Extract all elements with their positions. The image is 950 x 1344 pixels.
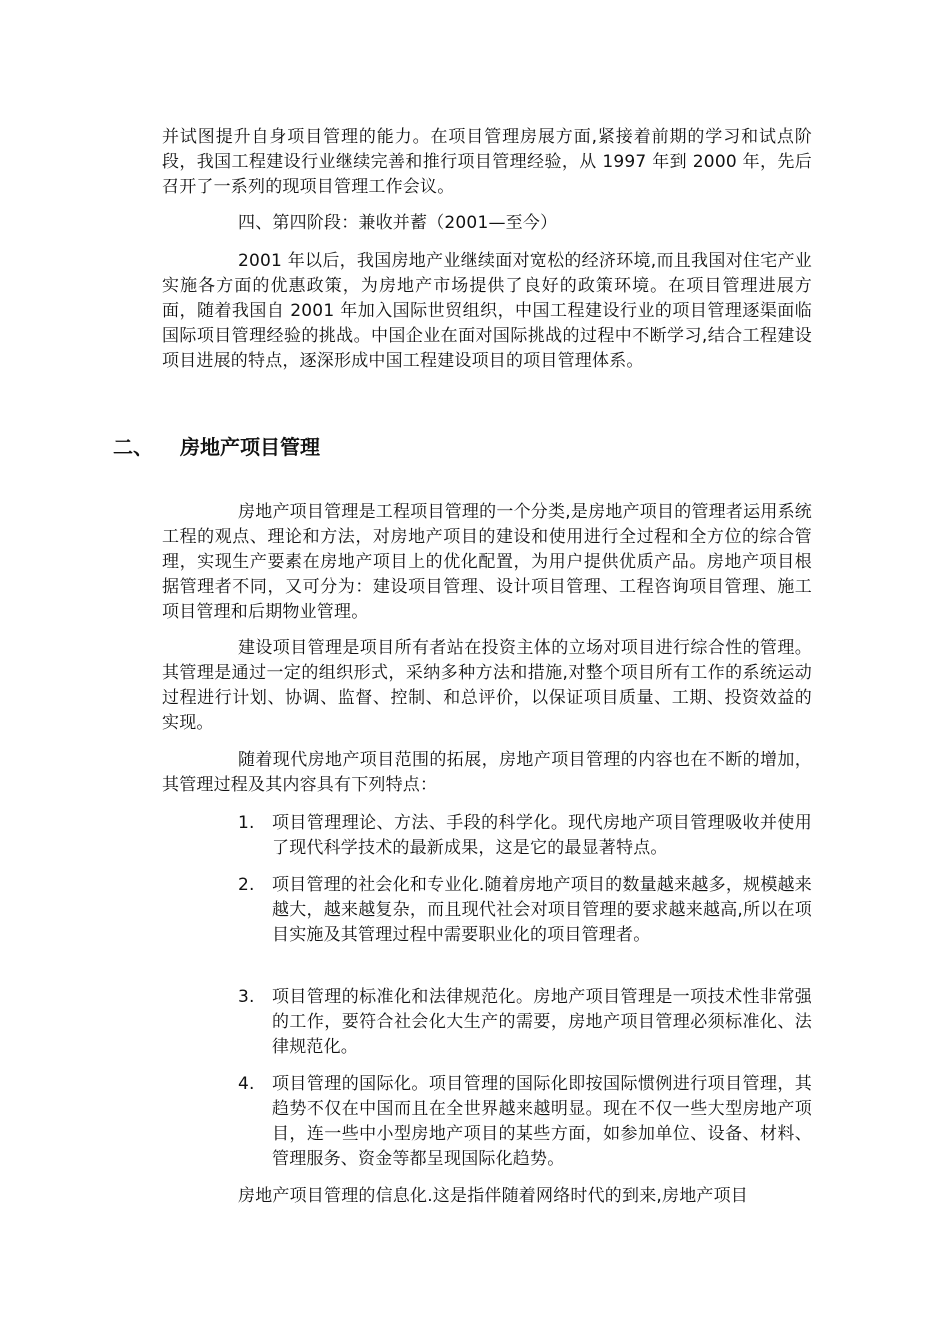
stage-four-heading: 四、第四阶段：兼收并蓄（2001—至今） [238, 213, 558, 233]
list-item [238, 985, 812, 1060]
list-item [238, 1072, 812, 1172]
paragraph-features-intro: 随着现代房地产项目范围的拓展，房地产项目管理的内容也在不断的增加，其管理过程及其内容具有下列特点： [162, 750, 812, 795]
list-item-text: 项目管理理论、方法、手段的科学化。现代房地产项目管理吸收并使用了现代科学技术的最新成果，这是它的最显著特点。 [272, 813, 812, 858]
paragraph-stage-four: 2001 年以后，我国房地产业继续面对宽松的经济环境,而且我国对住宅产业实施各方面的优惠政策，为房地产市场提供了良好的政策环境。在项目管理进展方面，随着我国自 2001 年加入国际世贸组织，中国工程建设行业的项目管理逐渠面临国际项目管理经验的挑战。中国企业在面对国际挑战的过程中不断学习,结合工程建设项目进展的特点，逐深形成中国工程建设项目的项目管理体系。 [162, 251, 812, 371]
list-item-text: 项目管理的标准化和法律规范化。房地产项目管理是一项技术性非常强的工作，要符合社会化大生产的需要，房地产项目管理必须标准化、法律规范化。 [272, 987, 812, 1057]
list-item [238, 811, 812, 861]
paragraph-construction-management: 建设项目管理是项目所有者站在投资主体的立场对项目进行综合性的管理。其管理是通过一定的组织形式，采纳多种方法和措施,对整个项目所有工作的系统运动过程进行计划、协调、监督、控制、和总评价，以保证项目质量、工期、投资效益的实现。 [162, 638, 812, 733]
section-number: 二、 [113, 435, 153, 459]
list-marker: 2. [238, 875, 255, 895]
list-item-text: 项目管理的国际化。项目管理的国际化即按国际惯例进行项目管理，其趋势不仅在中国而且在全世界越来越明显。现在不仅一些大型房地产项目，连一些中小型房地产项目的某些方面，如参加单位、设备、材料、管理服务、资金等都呈现国际化趋势。 [272, 1074, 812, 1169]
paragraph-informatization: 房地产项目管理的信息化.这是指伴随着网络时代的到来,房地产项目 [238, 1186, 749, 1206]
list-marker: 1. [238, 813, 255, 833]
section-title: 房地产项目管理 [180, 435, 320, 459]
paragraph-intro-continuation: 并试图提升自身项目管理的能力。在项目管理房展方面,紧接着前期的学习和试点阶段，我国工程建设行业继续完善和推行项目管理经验，从 1997 年到 2000 年，先后召开了一系列的现项目管理工作会议。 [162, 127, 812, 197]
list-marker: 4. [238, 1074, 255, 1094]
list-item [238, 873, 812, 948]
list-marker: 3. [238, 987, 255, 1007]
list-item-text: 项目管理的社会化和专业化.随着房地产项目的数量越来越多，规模越来越大，越来越复杂，而且现代社会对项目管理的要求越来越高,所以在项目实施及其管理过程中需要职业化的项目管理者。 [272, 875, 812, 945]
section-heading [113, 432, 320, 462]
paragraph-definition: 房地产项目管理是工程项目管理的一个分类,是房地产项目的管理者运用系统工程的观点、理论和方法，对房地产项目的建设和使用进行全过程和全方位的综合管理，实现生产要素在房地产项目上的优化配置，为用户提供优质产品。房地产项目根据管理者不同，又可分为：建设项目管理、设计项目管理、工程咨询项目管理、施工项目管理和后期物业管理。 [162, 502, 812, 622]
